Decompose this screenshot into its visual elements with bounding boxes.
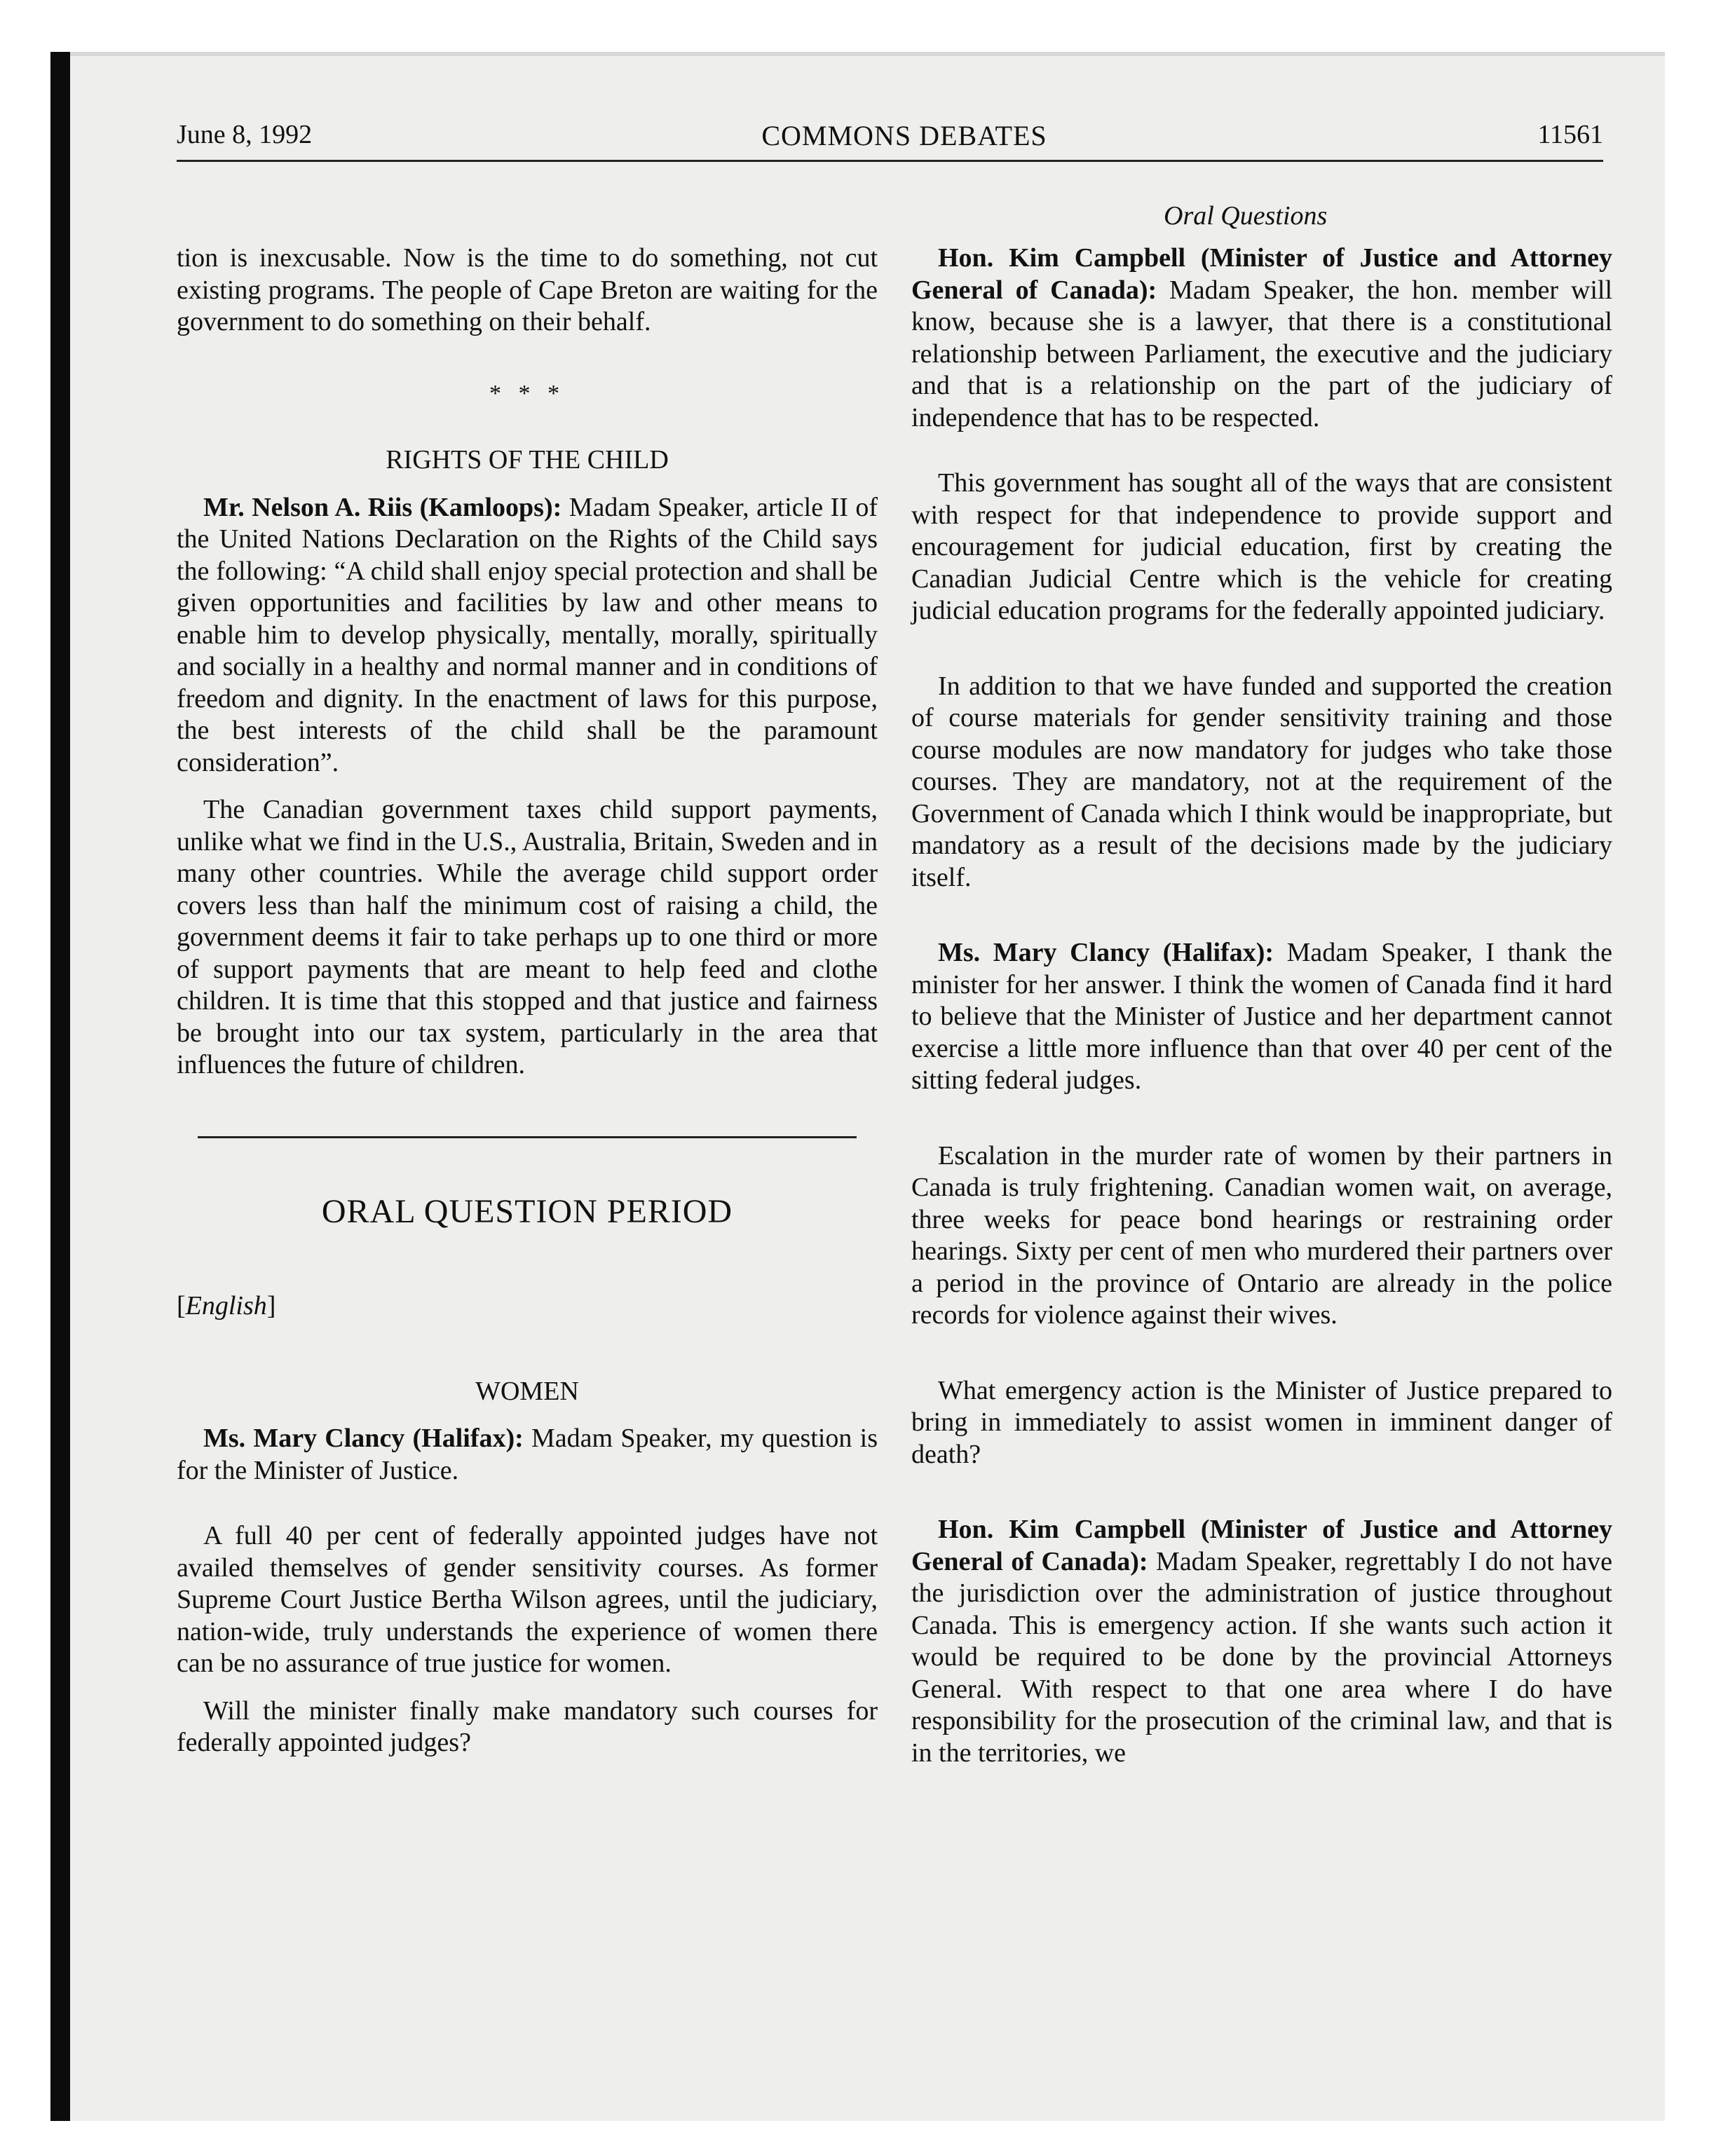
header-page-number: 11561 [1537, 120, 1603, 149]
paragraph [177, 1423, 878, 1487]
speaker-name: Ms. Mary Clancy (Halifax): [938, 938, 1274, 967]
scan-edge [50, 52, 70, 2121]
paragraph: What emergency action is the Minister of Justice prepared to bring in immediately to assist women in imminent danger of death? [911, 1375, 1612, 1469]
paragraph: This government has sought all of the ways that are consistent with respect for that independence to provide support and encouragement for judicial education, first by creating the Canadian Judicial Centre which is the vehicle for creating judicial education programs for the federally appointed judiciary. [911, 468, 1612, 625]
heading-rights-of-the-child: RIGHTS OF THE CHILD [386, 445, 669, 475]
speech-text: Madam Speaker, my question is for the Minister of Justice. [177, 1424, 878, 1485]
header-rule [177, 160, 1603, 162]
header-date: June 8, 1992 [177, 120, 313, 149]
paragraph: Escalation in the murder rate of women by their partners in Canada is truly frightening. Canadian women wait, on average, three weeks for peace bond hearings or restraining order hearings. Sixty per cent of men who murdered their partners over a period in the province of Ontario are already in the police records for violence against their wives. [911, 1140, 1612, 1330]
speech-text: Madam Speaker, regrettably I do not have the jurisdiction over the administration of justice throughout Canada. This is emergency action. If she wants such action it would be required to be done by the provincial Attorneys General. With respect to that one area where I do have responsibility for the prosecution of the criminal law, and that is in the territories, we [911, 1546, 1612, 1768]
language-marker: [English] [177, 1291, 276, 1321]
speech-text: Madam Speaker, I thank the minister for her answer. I think the women of Canada find it hard to believe that the Minister of Justice and her department cannot exercise a little more influence than that over 40 per cent of the sitting federal judges. [911, 938, 1612, 1095]
section-rule [198, 1136, 857, 1138]
paragraph: In addition to that we have funded and supported the creation of course materials for gender sensitivity training and those course modules are now mandatory for judges who take those courses. They are mandatory, not at the requirement of the Government of Canada which I think would be inappropriate, but mandatory as a result of the decisions made by the judiciary itself. [911, 671, 1612, 892]
paragraph [177, 492, 878, 779]
right-column [911, 243, 1612, 1769]
paragraph: The Canadian government taxes child support payments, unlike what we find in the U.S., Australia, Britain, Sweden and in many other countries. While the average child support order covers less than half the minimum cost of raising a child, the government deems it fair to take perhaps up to one third or more of support payments that are meant to help feed and clothe children. It is time that this stopped and that justice and fairness be brought into our tax system, particularly in the area that influences the future of children. [177, 795, 878, 1079]
paragraph: Will the minister finally make mandatory such courses for federally appointed judges? [177, 1696, 878, 1757]
header-title: COMMONS DEBATES [761, 120, 1047, 151]
speaker-name: Hon. Kim Campbell (Minister of Justice and Attorney General of Canada): [911, 243, 1612, 305]
paragraph [911, 937, 1612, 1097]
heading-women: WOMEN [475, 1376, 579, 1406]
speaker-name: Ms. Mary Clancy (Halifax): [203, 1424, 524, 1453]
heading-oral-question-period: ORAL QUESTION PERIOD [321, 1192, 733, 1230]
section-separator: * * * [489, 380, 565, 407]
speech-text: Madam Speaker, article II of the United Nations Declaration on the Rights of the Child says the following: “A child shall enjoy special protection and shall be given opportunities and facilities by law and other means to enable him to develop physically, mentally, morally, spiritually and socially in a healthy and normal manner and in conditions of freedom and dignity. In the enactment of laws for this purpose, the best interests of the child shall be the paramount consideration”. [177, 492, 878, 777]
section-caption: Oral Questions [1164, 201, 1328, 231]
paragraph [911, 243, 1612, 434]
speech-text: Madam Speaker, the hon. member will know, because she is a lawyer, that there is a constitutional relationship between Parliament, the executive and the judiciary and that is a relationship on the part of the judiciary of independence that has to be respected. [911, 275, 1613, 432]
paragraph: tion is inexcusable. Now is the time to do something, not cut existing programs. The people of Cape Breton are waiting for the government to do something on their behalf. [177, 243, 878, 336]
paragraph [911, 1514, 1612, 1769]
paragraph: A full 40 per cent of federally appointed judges have not availed themselves of gender sensitivity courses. As former Supreme Court Justice Bertha Wilson agrees, until the judiciary, nation-wide, truly understands the experience of women there can be no assurance of true justice for women. [177, 1521, 878, 1678]
speaker-name: Hon. Kim Campbell (Minister of Justice and Attorney General of Canada): [911, 1515, 1612, 1576]
speaker-name: Mr. Nelson A. Riis (Kamloops): [203, 492, 562, 522]
left-column [177, 243, 878, 1759]
